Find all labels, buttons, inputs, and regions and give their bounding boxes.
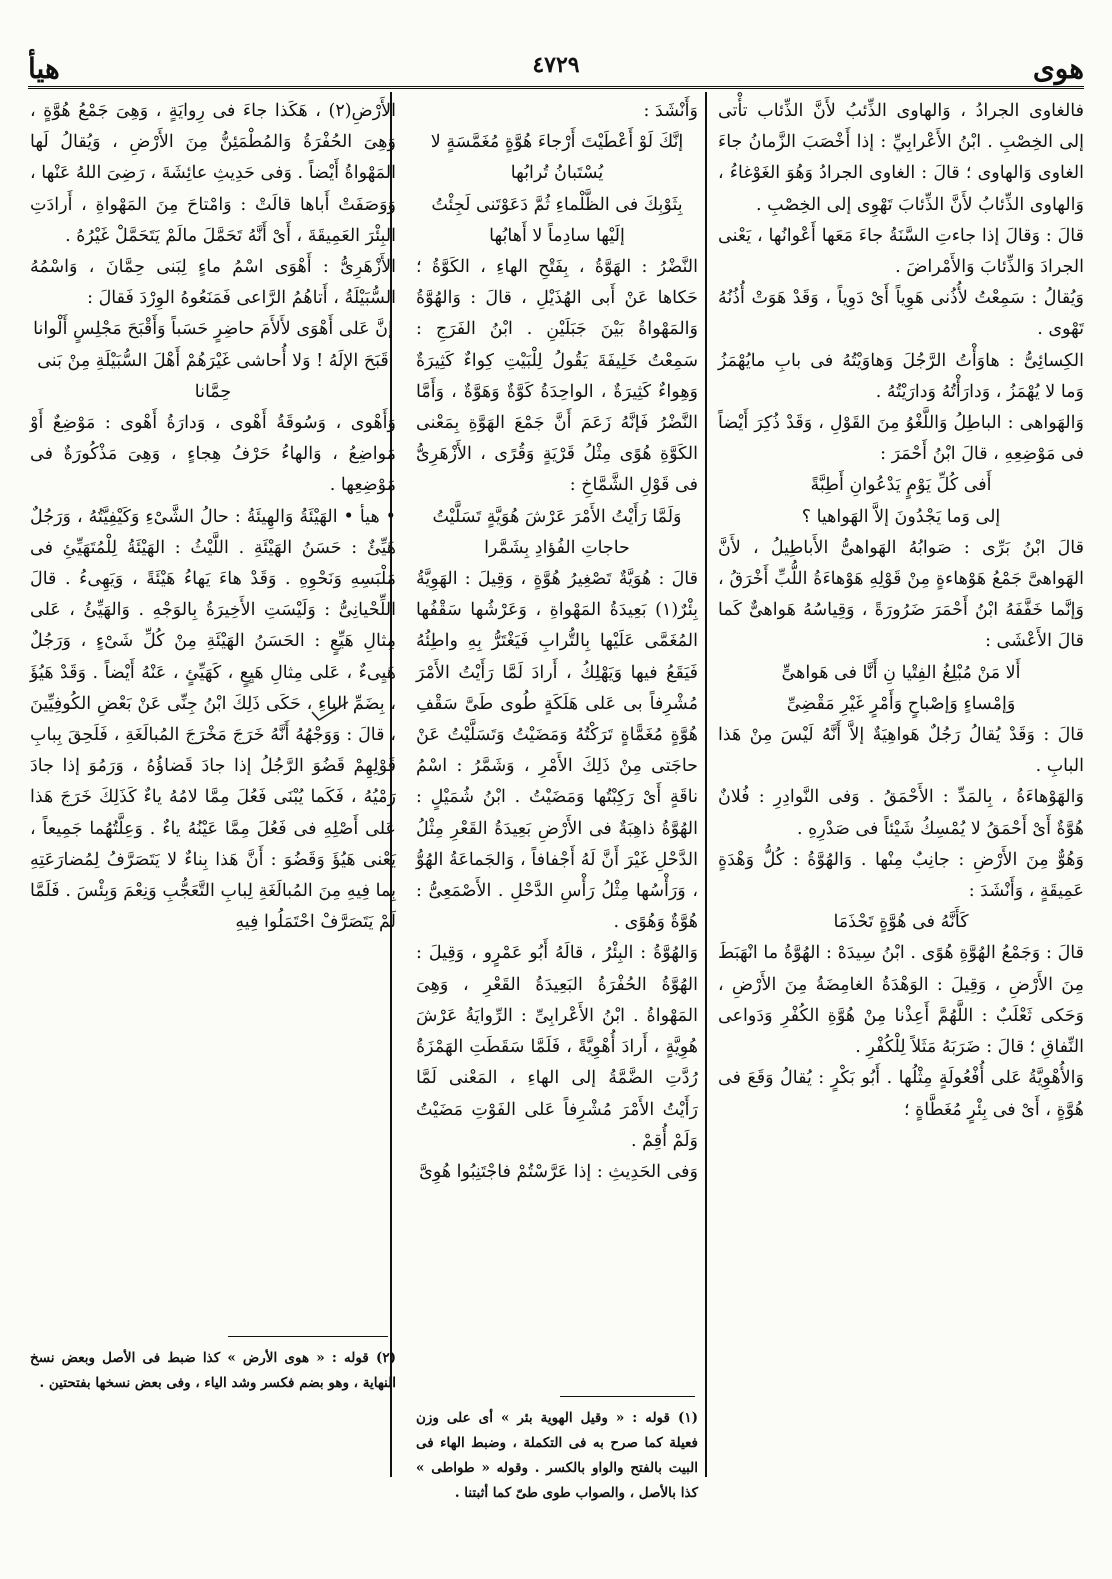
header-headword-right: هوى [1032, 52, 1084, 85]
paragraph: فالغاوى الجرادُ ، وَالهاوى الذِّئبُ لأَنَّ الذِّئاب تأْتى إلى الخِصْبِ . ابْنُ الأَعْرابِيِّ : إذا أَخْصَبَ الزَّمانُ جاءَ الغاوى وَالهاوى ؛ قالَ : الغاوى الجرادُ وَهُوَ الغَوْغاءُ ، وَالهاوى الذِّئابُ لأَنَّ الذِّئابَ تَهْوِى إلى الخِصْبِ . [718, 101, 1084, 215]
paragraph: وَيُقالُ : سَمِعْتُ لأُذُنى هَوِياً أَىْ دَوِياً ، وَقَدْ هَوَتْ أُذُنُهُ تَهْوى . [718, 288, 1084, 340]
paragraph: وَأَهْوى ، وَسُوقَةُ أَهْوى ، وَدارَةُ أَهْوى : مَوْضِعٌ أَوْ مَواضِعُ ، وَالهاءُ حَرْفُ هِجاءٍ ، وَهِىَ مَذْكُورَةٌ فى مَوْضِعِها . [30, 413, 396, 496]
paragraph: قالَ : وَقالَ إذا جاءتِ السَّنَةُ جاءَ مَعَها أَعْوانُها ، يَعْنى الجرادَ وَالذِّئابَ وَالأَمْراضَ . [718, 225, 1084, 278]
paragraph: وَالأُهْوِيَّةُ عَلى أُفْعُولَةٍ مِثْلُها . أَبُو بَكْرٍ : يُقالُ وَقَعَ فى هُوَّةٍ ، أَىْ فى بِئْرٍ مُغَطَّاةٍ ؛ [718, 1068, 1084, 1120]
paragraph: وَفى الحَدِيثِ : إذا عَرَّسْتُمْ فاجْتَنِبُوا هُوِىَّ [419, 1161, 698, 1182]
footnote-rule [560, 1396, 695, 1397]
page-number: ٤٧٢٩ [532, 52, 580, 78]
paragraph: الأَرْضِ(٢) ، هَكَذا جاءَ فى رِوايَةٍ ، وَهِىَ جَمْعُ هُوَّةٍ ، وَهِىَ الحُفْرَةُ وَالمُطْمَئِنُّ مِنَ الأَرْضِ ، وَيُقالُ لَها المَهْواةُ أَيْضاً . وَفى حَدِيثِ عائِشَةَ ، رَضِىَ اللهُ عَنْها ، وَوَصَفَتْ أَباها قالَتْ : وَامْتاحَ مِنَ المَهْواةِ ، أَرادَتِ البِئْرَ العَمِيقَةَ ، أَىْ أَنَّهُ تَحَمَّلَ مالَمْ يَتَحَمَّلْ غَيْرُهُ . [30, 101, 396, 246]
header-rule [28, 86, 1084, 89]
paragraph: وَهُوٌّ مِنَ الأَرْضِ : جانِبٌ مِنْها . وَالهُوَّةُ : كُلُّ وَهْدَةٍ عَمِيقَةٍ ، وَأَنْشَدَ : [718, 849, 1084, 902]
verse-line: إنَّ عَلى أَهْوَى لأَلأَمَ حاضِرٍ حَسَباً وَأَقْبَحَ مَجْلِسٍ أَلْوانا [33, 319, 393, 340]
footnote-1: (١) قوله : « وقيل الهوية بئر » أى على وزن فعيلة كما صرح به فى التكملة ، وضبط الهاء فى البيت بالفتح والواو بالكسر . وقوله « طواطى » كذا بالأصل ، والصواب طوى طىّ كما أثبتنا . [416, 1410, 698, 1501]
column-right [718, 96, 1084, 1476]
paragraph: الأَزْهَرِىُّ : أَهْوَى اسْمُ ماءٍ لِبَنى حِمَّانَ ، وَاسْمُهُ السُّبَيْلَةُ ، أَتاهُمُ الرَّاعى فَمَنَعُوهُ الوِرْدَ فَقالَ : [30, 257, 396, 309]
verse-line: قَبَحَ الإلَهُ ! وَلا أُحاشى غَيْرَهُمْ أَهْلَ السُّبَيْلَةِ مِنْ بَنى حِمَّانا [37, 350, 389, 402]
verse-line: بِثَوْبِكَ فى الظَّلْماءِ ثُمَّ دَعَوْتَنى لَجِئْتُ إلَيْها سادِماً لا أَهابُها [431, 194, 683, 246]
paragraph: قالَ : وَجَمْعُ الهُوَّةِ هُوًى . ابْنُ سِيدَهْ : الهُوَّةُ ما انْهَبَطَ مِنَ الأَرْضِ ، وَقِيلَ : الوَهْدَةُ الغامِضَةُ مِنَ الأَرْضِ ، وَحَكى ثَعْلَبٌ : اللَّهُمَّ أَعِذْنا مِنْ هُوَّةِ الكُفْرِ وَدَواعى النِّفاقِ ؛ قالَ : ضَرَبَهُ مَثَلاً لِلْكُفْرِ . [718, 943, 1084, 1058]
column-divider-right [705, 92, 707, 1477]
verse-line: وَإمْساءٍ وَإصْباحٍ وَأَمْرٍ غَيْرِ مَقْضِىِّ [786, 693, 1016, 714]
checkmark-icon [310, 700, 350, 722]
paragraph: النَّضْرُ : الهَوَّةُ ، بِفَتْحِ الهاءِ ، الكَوَّةُ ؛ حَكاها عَنْ أَبى الهُذَيْلِ ، قالَ : وَالهُوَّةُ وَالمَهْواةُ بَيْنَ جَبَلَيْنِ . ابْنُ الفَرَجِ : سَمِعْتُ خَلِيفَةَ يَقُولُ لِلْبَيْتِ كِواءٌ كَثِيرَةٌ وَهِواءٌ كَثِيرَةٌ ، الواحِدَةُ كَوَّةٌ وَهَوَّةٌ ، وَأَمَّا النَّضْرُ فَإنَّهُ زَعَمَ أَنَّ جَمْعَ الهَوَّةِ بِمَعْنى الكَوَّةِ هُوًى مِثْلُ قَرْيَةٍ وَقُرًى ، الأَزْهَرِىُّ فى قَوْلِ الشَّمَّاخِ : [416, 257, 698, 496]
column-middle [416, 96, 698, 1286]
page-header [28, 40, 1084, 88]
verse-line: وَلَمَّا رَأَيْتُ الأَمْرَ عَرْشَ هُوَيَّةٍ تَسَلَّيْتُ حاجاتِ الفُؤادِ بِشَمَّرا [432, 506, 682, 558]
paragraph: وَالهُوَّةُ : البِئْرُ ، قالَهُ أَبُو عَمْرٍو ، وَقِيلَ : الهُوَّةُ الحُفْرَةُ البَعِيدَةُ القَعْرِ ، وَهِىَ المَهْواةُ . ابْنُ الأَعْرابِىِّ : الرِّوايَةُ عَرْشَ هُوِيَّةٍ ، أَرادَ أُهْوِيَّةً ، فَلَمَّا سَقَطَتِ الهَمْزَةُ رُدَّتِ الضَّمَّةُ إلى الهاءِ ، المَعْنى لَمَّا رَأَيْتُ الأَمْرَ مُشْرِفاً عَلى الفَوْتِ مَضَيْتُ وَلَمْ أُقِمْ . [416, 943, 698, 1151]
paragraph: قالَ : هُوَيَّةٌ تَصْغِيرُ هُوَّةٍ ، وَقِيلَ : الهَوِيَّةُ بِئْرٌ(١) بَعِيدَةُ المَهْواةِ ، وَعَرْشُها سَقْفُها المُغَمَّى عَلَيْها بِالتُّرابِ فَيَغْتَرُّ بِهِ واطِئُهُ فَيَقَعُ فيها وَيَهْلِكُ ، أَرادَ لَمَّا رَأَيْتُ الأَمْرَ مُشْرِفاً بى عَلى هَلَكَةٍ طُوى طَىَّ سَقْفِ هُوَّةٍ مُغَمًّاةٍ تَرَكْتُهُ وَمَضَيْتُ وَتَسَلَّيْتُ عَنْ حاجَتى مِنْ ذَلِكَ الأَمْرِ ، وَشَمَّرُ : اسْمُ ناقَةٍ أَىْ رَكِبْتُها وَمَضَيْتُ . ابْنُ شُمَيْلٍ : الهُوَّةُ ذاهِبَةٌ فى الأَرْضِ بَعِيدَةُ القَعْرِ مِثْلُ الدَّحْلِ غَيْرَ أَنَّ لَهُ أَجْفافاً ، وَالجَماعَةُ الهُوُّ ، وَرَأْسُها مِثْلُ رَأْسِ الدَّحْلِ . الأَصْمَعِىُّ : هُوَّةٌ وَهُوًى . [416, 569, 698, 933]
verse-line: إلى وَما يَجْدُونَ إلاَّ الهَواهيا ؟ [801, 506, 1001, 527]
verse-line: أَفى كُلِّ يَوْمٍ يَدْعُوانِ أَطِبَّةً [810, 475, 992, 496]
paragraph: قالَ : وَقَدْ يُقالُ رَجُلٌ هَواهِيَةٌ إلاَّ أَنَّهُ لَيْسَ مِنْ هَذا البابِ . [718, 725, 1084, 777]
verse-line: إنَّكَ لَوْ أَعْطَيْتَ أَرْجاءَ هُوَّةٍ مُغَمَّسَةٍ لا يُسْتَبانُ تُرابُها [430, 132, 684, 184]
footnote-2: (٢) قوله : « هوى الأرض » كذا ضبط فى الأصل وبعض نسخ النهاية ، وهو بضم فكسر وشد الياء ، وفى بعض نسخها بفتحتين . [30, 1350, 396, 1391]
paragraph: وَالهَوْهاءَةُ ، بِالمَدِّ : الأَحْمَقُ . وَفى النَّوادِرِ : فُلانٌ هُوَّةٌ أَىْ أَحْمَقُ لا يُمْسِكُ شَيْئاً فى صَدْرِهِ . [718, 787, 1084, 839]
footnote-rule [228, 1336, 388, 1337]
paragraph: وَأَنْشَدَ : [643, 101, 698, 121]
verse-line: أَلا مَنْ مُبْلِغُ الفِتْيا نِ أَنَّا فى هَواهىٍّ [781, 662, 1021, 683]
entry-hiya: • هيأ • الهَيْئَةُ وَالهِيئَةُ : حالُ الشَّىْءِ وَكَيْفِيَّتُهُ ، وَرَجُلٌ هَيِّئٌ : حَسَنُ الهَيْئَةِ . اللَّيْثُ : الهَيْئَةُ لِلْمُتَهَيِّئِ فى مَلْبَسِهِ وَنَحْوِهِ . وَقَدْ هاءَ يَهاءُ هَيْئَةً ، وَيَهِىءُ . قالَ اللِّحْيانِىُّ : وَلَيْسَتِ الأَخِيرَةُ بِالوَجْهِ . وَالهَيِّئُ ، عَلى مِثالِ هَيِّعٍ : الحَسَنُ الهَيْئَةِ مِنْ كُلِّ شَىْءٍ ، وَرَجُلٌ هَيِىءٌ ، عَلى مِثالِ هَيِعٍ ، كَهَيِّئٍ ، عَنْهُ أَيْضاً . وَقَدْ هَيُؤَ ، بِضَمِّ الياءِ ، حَكَى ذَلِكَ ابْنُ جِنِّى عَنْ بَعْضِ الكُوفِيِّينَ ، قالَ : وَوَجْهُهُ أَنَّهُ خَرَجَ مَخْرَجَ المُبالَغَةِ ، فَلَحِقَ بِبابِ قَوْلِهِمْ قَضُوَ الرَّجُلُ إذا جادَ قَضاؤُهُ ، وَرَمُوَ إذا جادَ رَمْيُهُ ، فَكَما يُبْنَى فَعُلَ مِمَّا لامُهُ ياءٌ كَذَلِكَ خَرَجَ هَذا عَلى أَصْلِهِ فى فَعُلَ مِمَّا عَيْنُهُ ياءٌ . وَعِلَّتُهُما جَمِيعاً ، يَعْنى هَيُؤَ وَقَضُوَ : أَنَّ هَذا بِناءٌ لا يَتَصَرَّفُ لِمُضارَعَتِهِ بِما فِيهِ مِنَ المُبالَغَةِ لِبابِ التَّعَجُّبِ وَنِعْمَ وَبِئْسَ . فَلَمَّا لَمْ يَتَصَرَّفْ احْتَمَلُوا فِيهِ [30, 506, 396, 933]
verse-line: كَأَنَّهُ فى هُوَّةٍ تَحْذَمَا [833, 912, 969, 933]
paragraph: وَالهَواهى : الباطِلُ وَاللَّغْوُ مِنَ القَوْلِ ، وَقَدْ ذُكِرَ أَيْضاً فى مَوْضِعِهِ ، قالَ ابْنُ أَحْمَرَ : [718, 413, 1084, 465]
header-headword-left: هيأ [28, 52, 60, 85]
paragraph: الكِسائِىُّ : هاوَأْتُ الرَّجُلَ وَهاوَيْتُهُ فى بابِ مايُهْمَزُ وَما لا يُهْمَزُ ، وَدارَأْتُهُ وَدارَيْتُهُ . [718, 350, 1084, 402]
paragraph: قالَ ابْنُ بَرِّى : صَوابُهُ الهَواهىُّ الأَباطِيلُ ، لأَنَّ الهَواهىَّ جَمْعُ هَوْهاءةٍ مِنْ قَوْلِهِ هَوْهاءَةُ اللُّبِّ أَخْرَقُ ، وَإنَّما خَفَّفَهُ ابْنُ أَحْمَرَ ضَرُورَةً ، وَقِياسُهُ هَواهىٌّ كَما قالَ الأَعْشَى : [718, 537, 1084, 652]
